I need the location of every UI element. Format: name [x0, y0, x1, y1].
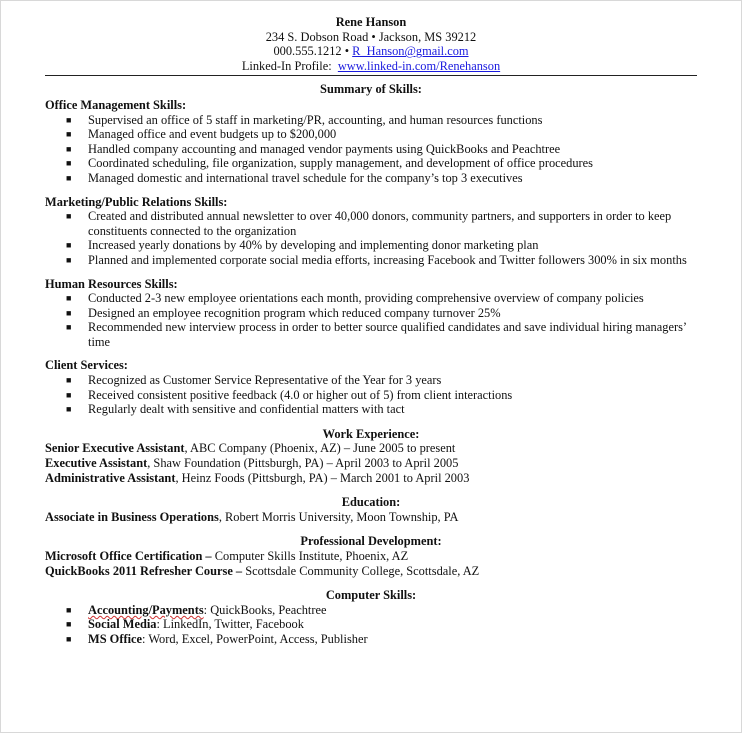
skill-bullet-item — [45, 209, 697, 238]
header-divider — [45, 75, 697, 76]
skill-bullet-text: Coordinated scheduling, file organization, supply management, and development of office procedures — [88, 156, 593, 171]
work-entry-title: Senior Executive Assistant — [45, 441, 185, 456]
square-bullet-icon: ■ — [66, 619, 72, 630]
skill-bullet-item — [45, 171, 697, 186]
square-bullet-icon: ■ — [66, 307, 72, 318]
square-bullet-icon: ■ — [66, 254, 72, 265]
work-entry — [45, 441, 697, 456]
address-line: 234 S. Dobson Road • Jackson, MS 39212 — [265, 29, 477, 44]
email-link[interactable]: R_Hanson@gmail.com — [352, 44, 469, 59]
work-entry-title: Administrative Assistant — [45, 470, 176, 485]
computer-skill-label: Social Media — [88, 617, 157, 632]
linkedin-label: Linked-In Profile: — [241, 58, 332, 73]
skill-bullet-list — [45, 373, 697, 417]
summary-heading: Summary of Skills: — [320, 82, 422, 97]
skill-bullet-text: Handled company accounting and managed vendor payments using QuickBooks and Peachtree — [88, 141, 561, 156]
computer-skill-label: MS Office — [88, 631, 143, 646]
skill-bullet-list — [45, 209, 697, 267]
skill-bullet-item — [45, 156, 697, 171]
skill-bullet-item — [45, 306, 697, 321]
professional-entry-detail: Scottsdale Community College, Scottsdale, AZ — [242, 563, 480, 578]
skill-bullet-text: Designed an employee recognition program which reduced company turnover 25% — [88, 305, 501, 320]
work-entry — [45, 471, 697, 486]
separator-bullet: • — [344, 44, 350, 59]
computer-skill-value: : Word, Excel, PowerPoint, Access, Publisher — [142, 631, 368, 646]
education-entry-detail: , Robert Morris University, Moon Township, PA — [218, 509, 459, 524]
education-entry — [45, 510, 697, 525]
professional-entry — [45, 549, 697, 564]
computer-skill-item — [45, 603, 697, 618]
skill-bullet-text: Regularly dealt with sensitive and confidential matters with tact — [88, 402, 405, 417]
education-list — [45, 510, 697, 525]
square-bullet-icon: ■ — [66, 604, 72, 615]
skill-bullet-list — [45, 113, 697, 186]
education-entry-title: Associate in Business Operations — [45, 509, 219, 524]
square-bullet-icon: ■ — [66, 404, 72, 415]
professional-entry-title: Microsoft Office Certification – — [45, 549, 212, 563]
square-bullet-icon: ■ — [66, 240, 72, 251]
skill-bullet-text: Managed office and event budgets up to $200,000 — [88, 127, 337, 142]
skill-bullet-item — [45, 238, 697, 253]
work-heading: Work Experience: — [322, 426, 420, 441]
skill-section-heading: Marketing/Public Relations Skills: — [45, 194, 228, 209]
skill-bullet-item — [45, 320, 697, 349]
candidate-name: Rene Hanson — [335, 15, 407, 29]
computer-skill-label: Accounting/Payments — [88, 602, 204, 617]
skill-bullet-text: Received consistent positive feedback (4.0 or higher out of 5) from client interactions — [88, 387, 513, 402]
skill-section-heading: Office Management Skills: — [45, 97, 187, 112]
contact-line — [45, 44, 697, 59]
skill-bullet-text: Planned and implemented corporate social media efforts, increasing Facebook and Twitter followers 300% in six months — [88, 252, 687, 267]
work-entry — [45, 456, 697, 471]
professional-heading: Professional Development: — [300, 534, 442, 549]
computer-skills-heading: Computer Skills: — [325, 588, 417, 603]
skill-bullet-text: Supervised an office of 5 staff in marketing/PR, accounting, and human resources functions — [88, 112, 543, 127]
square-bullet-icon: ■ — [66, 143, 72, 154]
computer-skill-item — [45, 632, 697, 647]
skill-bullet-text: Increased yearly donations by 40% by developing and implementing donor marketing plan — [88, 238, 539, 253]
skill-section-heading: Client Services: — [45, 358, 128, 373]
skill-bullet-item — [45, 253, 697, 268]
square-bullet-icon: ■ — [66, 129, 72, 140]
skill-bullet-text: Created and distributed annual newsletter to over 40,000 donors, community partners, and supporters in order to keep constituents connected to the organization — [88, 209, 672, 238]
square-bullet-icon: ■ — [66, 211, 72, 222]
square-bullet-icon: ■ — [66, 322, 72, 333]
square-bullet-icon: ■ — [66, 172, 72, 183]
skill-bullet-text: Managed domestic and international travel schedule for the company’s top 3 executives — [88, 170, 523, 185]
skill-bullet-item — [45, 388, 697, 403]
phone-number: 000.555.1212 — [273, 44, 342, 59]
work-entry-detail: , Shaw Foundation (Pittsburgh, PA) – April 2003 to April 2005 — [147, 456, 459, 471]
skill-section-heading: Human Resources Skills: — [45, 276, 178, 291]
square-bullet-icon: ■ — [66, 114, 72, 125]
skill-bullet-item — [45, 142, 697, 157]
square-bullet-icon: ■ — [66, 293, 72, 304]
computer-skills-list — [45, 603, 697, 647]
skill-bullet-item — [45, 291, 697, 306]
work-list — [45, 441, 697, 485]
linkedin-line — [45, 59, 697, 74]
skill-bullet-text: Recognized as Customer Service Representative of the Year for 3 years — [88, 373, 442, 388]
skill-bullet-text: Conducted 2-3 new employee orientations each month, providing comprehensive overview of company policies — [88, 291, 644, 306]
computer-skill-item — [45, 617, 697, 632]
work-entry-title: Executive Assistant — [45, 456, 148, 471]
square-bullet-icon: ■ — [66, 375, 72, 386]
square-bullet-icon: ■ — [66, 389, 72, 400]
skill-bullet-item — [45, 113, 697, 128]
skills-sections — [45, 98, 697, 417]
professional-entry — [45, 564, 697, 579]
professional-list — [45, 549, 697, 578]
professional-entry-title: QuickBooks 2011 Refresher Course – — [45, 563, 243, 578]
resume-content — [45, 15, 697, 647]
square-bullet-icon: ■ — [66, 633, 72, 644]
linkedin-link[interactable]: www.linked-in.com/Renehanson — [337, 58, 501, 73]
professional-entry-detail: Computer Skills Institute, Phoenix, AZ — [211, 549, 409, 563]
work-entry-detail: , Heinz Foods (Pittsburgh, PA) – March 2001 to April 2003 — [175, 470, 470, 485]
work-entry-detail: , ABC Company (Phoenix, AZ) – June 2005 to present — [184, 441, 456, 456]
education-heading: Education: — [341, 495, 401, 510]
square-bullet-icon: ■ — [66, 158, 72, 169]
skill-bullet-item — [45, 373, 697, 388]
skill-bullet-text: Recommended new interview process in order to better source qualified candidates and save individual hiring managers’ time — [88, 320, 687, 349]
skill-bullet-item — [45, 402, 697, 417]
computer-skill-value: : LinkedIn, Twitter, Facebook — [156, 617, 304, 632]
skill-bullet-list — [45, 291, 697, 349]
computer-skill-value: : QuickBooks, Peachtree — [203, 602, 327, 617]
skill-bullet-item — [45, 127, 697, 142]
